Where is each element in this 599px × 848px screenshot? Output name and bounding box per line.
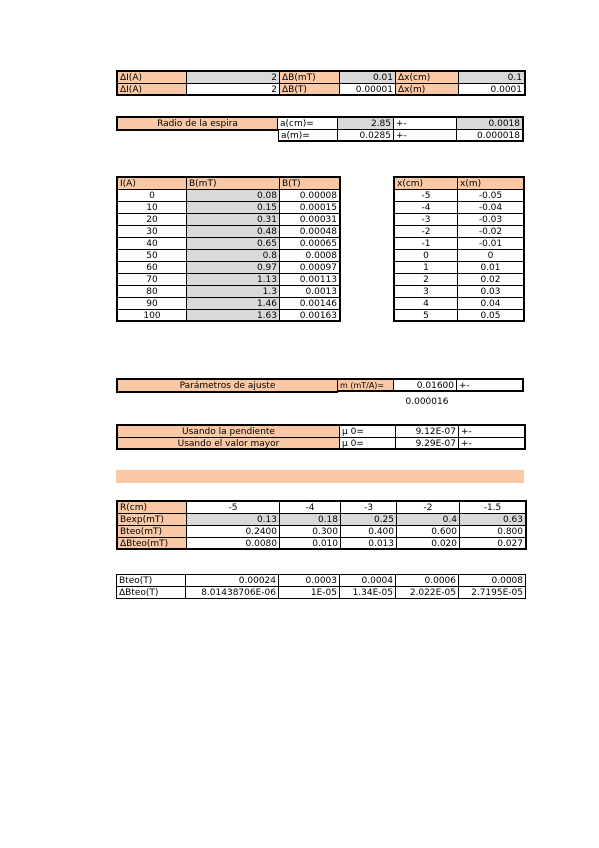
current-cell[interactable]: 60 — [118, 262, 187, 274]
mu-slope-pm: +- — [459, 426, 526, 438]
label-delta-x-m: Δx(m) — [396, 84, 459, 96]
x-m-cell[interactable]: -0.05 — [458, 190, 525, 202]
fit-parameters-label — [116, 378, 338, 393]
field-t-cell[interactable]: 0.00163 — [280, 310, 341, 322]
x-m-cell[interactable]: 0.01 — [458, 262, 525, 274]
table-cell[interactable]: 0.0004 — [340, 575, 396, 587]
field-mt-cell[interactable]: 1.3 — [187, 286, 280, 298]
value-delta-current[interactable]: 2 — [187, 72, 280, 84]
radius-m-error[interactable]: 0.000018 — [457, 130, 524, 142]
x-m-cell[interactable]: 0.05 — [458, 310, 525, 322]
uncertainty-constants-table — [116, 70, 526, 96]
table-cell[interactable]: 0.600 — [397, 526, 460, 538]
field-mt-cell[interactable]: 0.08 — [187, 190, 280, 202]
row-label: ΔBteo(T) — [117, 587, 186, 599]
x-cm-cell[interactable]: -4 — [395, 202, 458, 214]
table-cell[interactable]: -3 — [341, 502, 397, 514]
header-field-mt: B(mT) — [187, 178, 280, 190]
table-cell[interactable]: 0.63 — [460, 514, 527, 526]
table-cell[interactable]: 0.0080 — [187, 538, 280, 550]
position-table — [393, 176, 525, 322]
x-m-cell[interactable]: 0.04 — [458, 298, 525, 310]
radius-cm-label: a(cm)= — [278, 118, 338, 130]
x-cm-cell[interactable]: -1 — [395, 238, 458, 250]
table-cell[interactable]: 0.00024 — [186, 575, 279, 587]
field-t-cell[interactable]: 0.00031 — [280, 214, 341, 226]
tesla-table — [116, 574, 526, 599]
field-mt-cell[interactable]: 0.65 — [187, 238, 280, 250]
label-delta-field-mt: ΔB(mT) — [280, 72, 340, 84]
mu-slope-value[interactable]: 9.12E-07 — [396, 426, 459, 438]
slope-value[interactable]: 0.01600 — [394, 380, 457, 392]
table-cell[interactable]: 0.027 — [460, 538, 527, 550]
section-banner — [116, 470, 524, 483]
field-t-cell[interactable]: 0.00146 — [280, 298, 341, 310]
current-cell[interactable]: 50 — [118, 250, 187, 262]
table-cell[interactable]: 0.0006 — [396, 575, 459, 587]
table-cell[interactable]: 0.13 — [187, 514, 280, 526]
table-cell[interactable]: 0.400 — [341, 526, 397, 538]
field-t-cell[interactable]: 0.00065 — [280, 238, 341, 250]
current-cell[interactable]: 40 — [118, 238, 187, 250]
radius-m-value[interactable]: 0.0285 — [338, 130, 394, 142]
table-cell[interactable]: -2 — [397, 502, 460, 514]
x-m-cell[interactable]: -0.02 — [458, 226, 525, 238]
x-cm-cell[interactable]: -2 — [395, 226, 458, 238]
current-cell[interactable]: 30 — [118, 226, 187, 238]
row-label: ΔBteo(mT) — [118, 538, 187, 550]
field-mt-cell[interactable]: 1.46 — [187, 298, 280, 310]
row-label: Bexp(mT) — [118, 514, 187, 526]
table-cell[interactable]: 0.4 — [397, 514, 460, 526]
radius-m-pm: +- — [394, 130, 457, 142]
table-cell[interactable]: -1.5 — [460, 502, 527, 514]
current-cell[interactable]: 0 — [118, 190, 187, 202]
table-cell[interactable]: 0.013 — [341, 538, 397, 550]
row-label: Bteo(mT) — [118, 526, 187, 538]
field-t-cell[interactable]: 0.0013 — [280, 286, 341, 298]
field-mt-cell[interactable]: 1.13 — [187, 274, 280, 286]
x-m-cell[interactable]: -0.01 — [458, 238, 525, 250]
loop-radius-label — [116, 116, 278, 131]
x-m-cell[interactable]: -0.03 — [458, 214, 525, 226]
label-delta-current: ΔI(A) — [118, 72, 187, 84]
radius-cm-value[interactable]: 2.85 — [338, 118, 394, 130]
current-cell[interactable]: 90 — [118, 298, 187, 310]
field-mt-cell[interactable]: 0.31 — [187, 214, 280, 226]
label-delta-x-cm: Δx(cm) — [396, 72, 459, 84]
field-t-cell[interactable]: 0.00097 — [280, 262, 341, 274]
fit-parameters-label-text: Parámetros de ajuste — [179, 381, 276, 391]
table-cell[interactable]: 0.2400 — [187, 526, 280, 538]
table-cell[interactable]: 0.18 — [280, 514, 341, 526]
table-cell[interactable]: 0.300 — [280, 526, 341, 538]
value-delta-x-m[interactable]: 0.0001 — [459, 84, 526, 96]
current-cell[interactable]: 80 — [118, 286, 187, 298]
field-mt-cell[interactable]: 1.63 — [187, 310, 280, 322]
mu-slope-label: Usando la pendiente — [118, 426, 340, 438]
field-t-cell[interactable]: 0.00015 — [280, 202, 341, 214]
header-x-m: x(m) — [458, 178, 525, 190]
mu-max-value[interactable]: 9.29E-07 — [396, 438, 459, 450]
table-cell[interactable]: 1E-05 — [279, 587, 340, 599]
x-cm-cell[interactable]: 3 — [395, 286, 458, 298]
slope-pm: +- — [457, 380, 524, 392]
x-m-cell[interactable]: 0 — [458, 250, 525, 262]
table-cell[interactable]: 0.25 — [341, 514, 397, 526]
radius-cm-error[interactable]: 0.0018 — [457, 118, 524, 130]
field-t-cell[interactable]: 0.0008 — [280, 250, 341, 262]
current-cell[interactable]: 70 — [118, 274, 187, 286]
slope-label: m (mT/A)= — [338, 380, 394, 392]
field-t-cell[interactable]: 0.00008 — [280, 190, 341, 202]
x-cm-cell[interactable]: 0 — [395, 250, 458, 262]
row-label: Bteo(T) — [117, 575, 186, 587]
x-cm-cell[interactable]: 1 — [395, 262, 458, 274]
radius-m-label: a(m)= — [278, 130, 338, 142]
table-cell[interactable]: 0.010 — [280, 538, 341, 550]
x-cm-cell[interactable]: -5 — [395, 190, 458, 202]
x-m-cell[interactable]: 0.02 — [458, 274, 525, 286]
x-m-cell[interactable]: 0.03 — [458, 286, 525, 298]
field-mt-cell[interactable]: 0.48 — [187, 226, 280, 238]
table-cell[interactable]: 8.01438706E-06 — [186, 587, 279, 599]
table-cell[interactable]: 0.0003 — [279, 575, 340, 587]
mu-max-label: Usando el valor mayor — [118, 438, 340, 450]
mu-slope-symbol: μ 0= — [340, 426, 396, 438]
radius-cm-pm: +- — [394, 118, 457, 130]
header-field-t: B(T) — [280, 178, 341, 190]
field-mt-cell[interactable]: 0.8 — [187, 250, 280, 262]
value-delta-current[interactable]: 2 — [187, 84, 280, 96]
label-delta-field-t: ΔB(T) — [280, 84, 340, 96]
loop-radius-table — [278, 116, 524, 142]
field-t-cell[interactable]: 0.00113 — [280, 274, 341, 286]
mu-max-symbol: μ 0= — [340, 438, 396, 450]
table-cell[interactable]: 2.022E-05 — [396, 587, 459, 599]
loop-radius-label-text: Radio de la espira — [157, 119, 238, 129]
value-delta-field-mt[interactable]: 0.01 — [340, 72, 396, 84]
field-t-cell[interactable]: 0.00048 — [280, 226, 341, 238]
label-delta-current: ΔI(A) — [118, 84, 187, 96]
row-label: R(cm) — [118, 502, 187, 514]
current-field-table — [116, 176, 341, 322]
current-cell[interactable]: 100 — [118, 310, 187, 322]
table-cell[interactable]: -5 — [187, 502, 280, 514]
mu-max-pm: +- — [459, 438, 526, 450]
table-cell[interactable]: -4 — [280, 502, 341, 514]
permeability-table — [116, 424, 526, 450]
value-delta-x-cm[interactable]: 0.1 — [459, 72, 526, 84]
field-mt-cell[interactable]: 0.15 — [187, 202, 280, 214]
table-cell[interactable]: 0.020 — [397, 538, 460, 550]
current-cell[interactable]: 10 — [118, 202, 187, 214]
table-cell[interactable]: 0.800 — [460, 526, 527, 538]
slope-row — [338, 378, 524, 392]
x-cm-cell[interactable]: -3 — [395, 214, 458, 226]
x-m-cell[interactable]: -0.04 — [458, 202, 525, 214]
field-mt-cell[interactable]: 0.97 — [187, 262, 280, 274]
slope-error: 0.000016 — [405, 397, 449, 407]
current-cell[interactable]: 20 — [118, 214, 187, 226]
table-cell[interactable]: 2.7195E-05 — [459, 587, 526, 599]
x-cm-cell[interactable]: 2 — [395, 274, 458, 286]
x-cm-cell[interactable]: 4 — [395, 298, 458, 310]
table-cell[interactable]: 0.0008 — [459, 575, 526, 587]
x-cm-cell[interactable]: 5 — [395, 310, 458, 322]
header-current: I(A) — [118, 178, 187, 190]
header-x-cm: x(cm) — [395, 178, 458, 190]
table-cell[interactable]: 1.34E-05 — [340, 587, 396, 599]
field-comparison-table — [116, 500, 527, 550]
value-delta-field-t[interactable]: 0.00001 — [340, 84, 396, 96]
